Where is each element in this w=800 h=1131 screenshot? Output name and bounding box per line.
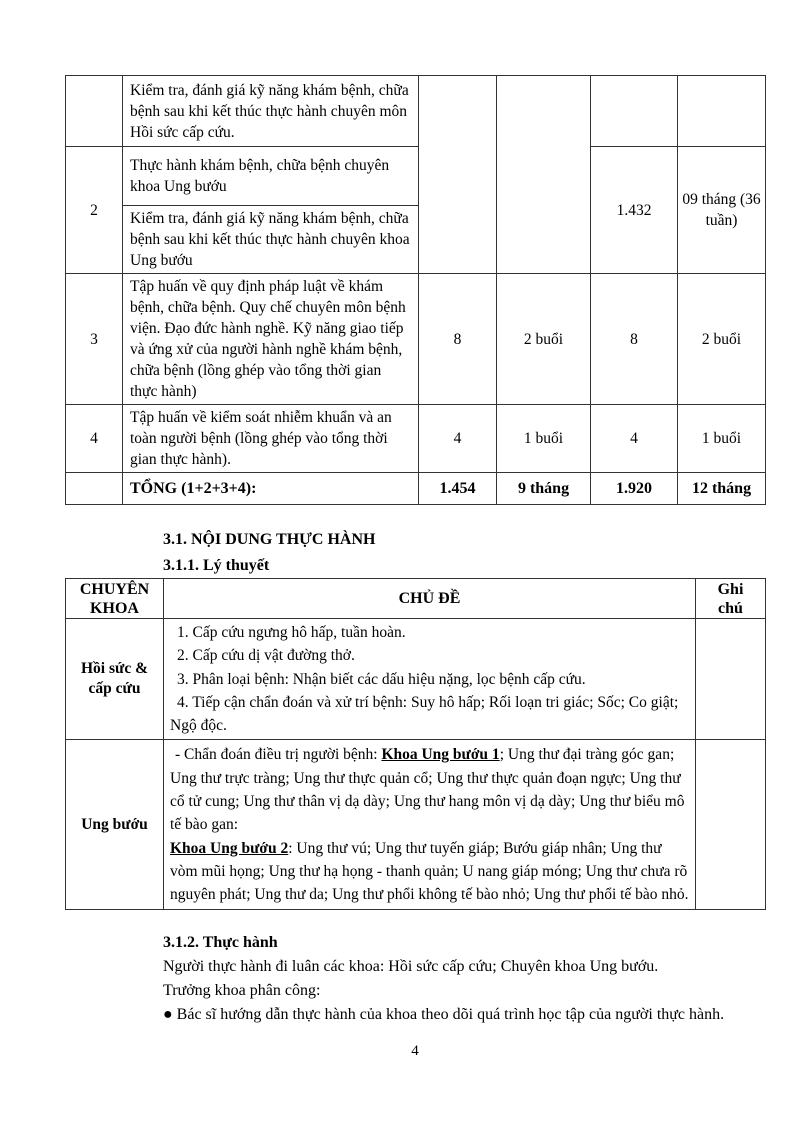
khoa-ung-buou-1-label: Khoa Ung bướu 1	[381, 746, 500, 764]
total-row	[66, 473, 766, 505]
theory-content-table	[65, 578, 766, 910]
table-row	[66, 76, 766, 147]
hours-cell: 8	[591, 274, 678, 405]
activity-cell: Tập huấn về kiểm soát nhiễm khuẩn và an toàn người bệnh (lồng ghép vào tổng thời gian thực hành).	[123, 405, 419, 473]
hours-cell: 4	[419, 405, 497, 473]
table-row	[66, 147, 766, 206]
activity-cell: Tập huấn về quy định pháp luật về khám bệnh, chữa bệnh. Quy chế chuyên môn bệnh viện. Đạo đức hành nghề. Kỹ năng giao tiếp và ứng xử của người hành nghề khám bệnh, chữa bệnh (lồng ghép vào tổng thời gian thực hành)	[123, 274, 419, 405]
hours-cell-empty	[591, 76, 678, 147]
section-3-1	[163, 527, 375, 579]
duration-cell-empty	[497, 76, 591, 274]
activity-cell: Kiểm tra, đánh giá kỹ năng khám bệnh, chữa bệnh sau khi kết thúc thực hành chuyên khoa Ung bướu	[123, 206, 419, 274]
hours-cell: 4	[591, 405, 678, 473]
stt-cell	[66, 473, 123, 505]
specialty-cell: Hồi sức & cấp cứu	[66, 619, 164, 740]
topic-text: ; Ung thư đại tràng góc gan; Ung thư trực tràng; Ung thư thực quản cổ; Ung thư thực quản đoạn ngực; Ung thư cổ tử cung; Ung thư thân vị dạ dày; Ung thư hang môn vị dạ dày; Ung thư biểu mô tế bào gan:	[170, 746, 685, 834]
section-3-1-heading: 3.1. NỘI DUNG THỰC HÀNH	[163, 531, 376, 548]
stt-cell: 4	[66, 405, 123, 473]
header-row	[66, 579, 766, 619]
topic-item: 1. Cấp cứu ngưng hô hấp, tuần hoàn.	[177, 624, 406, 641]
topic-item: 3. Phân loại bệnh: Nhận biết các dấu hiệu nặng, lọc bệnh cấp cứu.	[177, 670, 586, 688]
sessions-cell: 2 buổi	[497, 274, 591, 405]
topic-text: - Chẩn đoán điều trị người bệnh:	[175, 746, 382, 764]
specialty-cell: Ung bướu	[66, 740, 164, 910]
stt-cell: 2	[66, 147, 123, 274]
topics-cell	[164, 619, 696, 740]
paragraph: Trưởng khoa phân công:	[163, 982, 321, 999]
table-row	[66, 619, 766, 740]
total-duration-cell: 9 tháng	[497, 473, 591, 505]
sessions-cell: 2 buổi	[678, 274, 766, 405]
section-3-1-2-heading: 3.1.2. Thực hành	[163, 934, 278, 951]
total-label-cell: TỔNG (1+2+3+4):	[123, 473, 419, 505]
total-hours-cell: 1.920	[591, 473, 678, 505]
khoa-ung-buou-2-label: Khoa Ung bướu 2	[170, 839, 289, 857]
stt-cell: 3	[66, 274, 123, 405]
page-number: 4	[411, 1043, 419, 1059]
table-row	[66, 274, 766, 405]
stt-cell	[66, 76, 123, 147]
total-hours-cell: 1.454	[419, 473, 497, 505]
activity-cell: Kiểm tra, đánh giá kỹ năng khám bệnh, chữa bệnh sau khi kết thúc thực hành chuyên môn Hồi sức cấp cứu.	[123, 76, 419, 147]
hours-cell: 8	[419, 274, 497, 405]
specialty-header: CHUYÊN KHOA	[66, 579, 164, 619]
hours-cell: 1.432	[591, 147, 678, 274]
sessions-cell: 1 buổi	[678, 405, 766, 473]
topic-text: : Ung thư vú; Ung thư tuyến giáp; Bướu giáp nhân; Ung thư vòm mũi họng; Ung thư hạ họng - thanh quản; U nang giáp móng; Ung thư chưa rõ nguyên phát; Ung thư da; Ung thư phổi không tế bào nhỏ; Ung thư phổi tế bào nhỏ.	[170, 839, 689, 904]
duration-cell: 09 tháng (36 tuần)	[678, 147, 766, 274]
note-cell	[696, 740, 766, 910]
paragraph: Người thực hành đi luân các khoa: Hồi sức cấp cứu; Chuyên khoa Ung bướu.	[163, 958, 659, 975]
topic-paragraph	[170, 743, 689, 836]
table-row	[66, 405, 766, 473]
topic-item: 2. Cấp cứu dị vật đường thở.	[177, 647, 355, 665]
topic-header: CHỦ ĐỀ	[164, 579, 696, 619]
hours-cell-empty	[419, 76, 497, 274]
note-cell	[696, 619, 766, 740]
topic-item: 4. Tiếp cận chẩn đoán và xử trí bệnh: Suy hô hấp; Rối loạn tri giác; Sốc; Co giật; Ngộ độc.	[170, 693, 679, 735]
note-header: Ghi chú	[696, 579, 766, 619]
sessions-cell: 1 buổi	[497, 405, 591, 473]
section-3-1-2	[100, 931, 766, 1027]
training-schedule-table	[65, 75, 766, 505]
table-row	[66, 740, 766, 910]
duration-cell-empty	[678, 76, 766, 147]
total-duration-cell: 12 tháng	[678, 473, 766, 505]
activity-cell: Thực hành khám bệnh, chữa bệnh chuyên khoa Ung bướu	[123, 147, 419, 206]
section-3-1-1-subheading: 3.1.1. Lý thuyết	[163, 557, 270, 574]
topic-paragraph	[170, 837, 689, 907]
topics-cell	[164, 740, 696, 910]
bullet-paragraph: ● Bác sĩ hướng dẫn thực hành của khoa theo dõi quá trình học tập của người thực hành.	[163, 1006, 725, 1023]
